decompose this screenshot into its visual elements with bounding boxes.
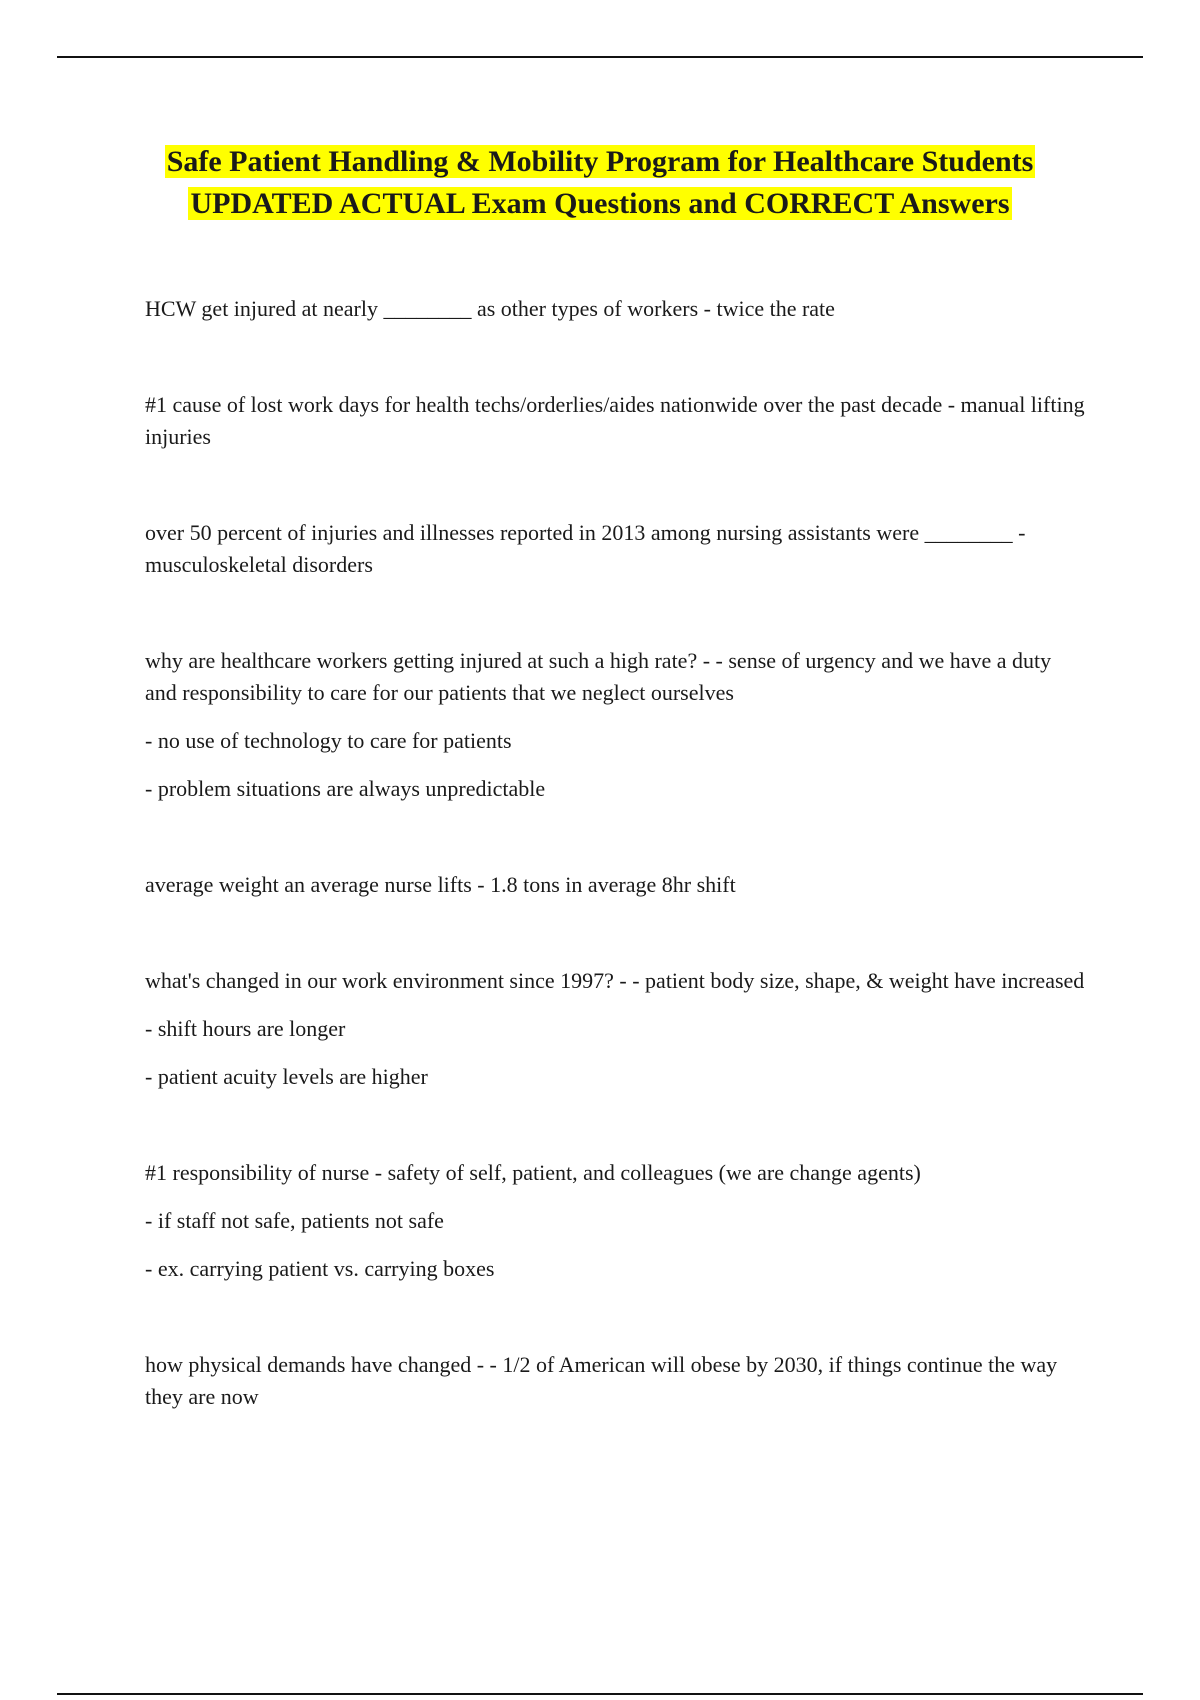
- qa-bullet: - problem situations are always unpredictable: [145, 776, 546, 801]
- qa-bullet: - ex. carrying patient vs. carrying boxes: [145, 1256, 495, 1281]
- qa-bullet: - if staff not safe, patients not safe: [145, 1208, 444, 1233]
- qa-text: over 50 percent of injuries and illnesses reported in 2013 among nursing assistants were ________ - musculoskeletal disorders: [145, 520, 1026, 577]
- document-title: [100, 143, 1100, 227]
- qa-text: #1 responsibility of nurse - safety of self, patient, and colleagues (we are change agents): [145, 1160, 921, 1185]
- qa-item: [145, 645, 1085, 805]
- qa-item: [145, 293, 1085, 325]
- qa-item: [145, 389, 1085, 453]
- top-divider: [57, 56, 1143, 58]
- qa-item: [145, 1157, 1085, 1285]
- title-line-1: Safe Patient Handling & Mobility Program for Healthcare Students: [166, 145, 1034, 178]
- bottom-divider: [57, 1693, 1143, 1695]
- qa-list: [145, 293, 1085, 1429]
- qa-text: what's changed in our work environment since 1997? - - patient body size, shape, & weight have increased: [145, 968, 1085, 993]
- qa-item: [145, 1349, 1085, 1413]
- qa-item: [145, 965, 1085, 1093]
- qa-bullet: - shift hours are longer: [145, 1016, 346, 1041]
- qa-bullet: - patient acuity levels are higher: [145, 1064, 428, 1089]
- qa-text: why are healthcare workers getting injured at such a high rate? - - sense of urgency and we have a duty and responsibility to care for our patients that we neglect ourselves: [145, 648, 1052, 705]
- qa-item: [145, 517, 1085, 581]
- qa-text: HCW get injured at nearly ________ as other types of workers - twice the rate: [145, 296, 835, 321]
- qa-text: average weight an average nurse lifts - 1.8 tons in average 8hr shift: [145, 872, 736, 897]
- qa-bullet: - no use of technology to care for patients: [145, 728, 512, 753]
- qa-text: #1 cause of lost work days for health techs/orderlies/aides nationwide over the past decade - manual lifting injuries: [145, 392, 1085, 449]
- qa-text: how physical demands have changed - - 1/2 of American will obese by 2030, if things continue the way they are now: [145, 1352, 1058, 1409]
- qa-item: [145, 869, 1085, 901]
- title-line-2: UPDATED ACTUAL Exam Questions and CORRECT Answers: [190, 187, 1010, 220]
